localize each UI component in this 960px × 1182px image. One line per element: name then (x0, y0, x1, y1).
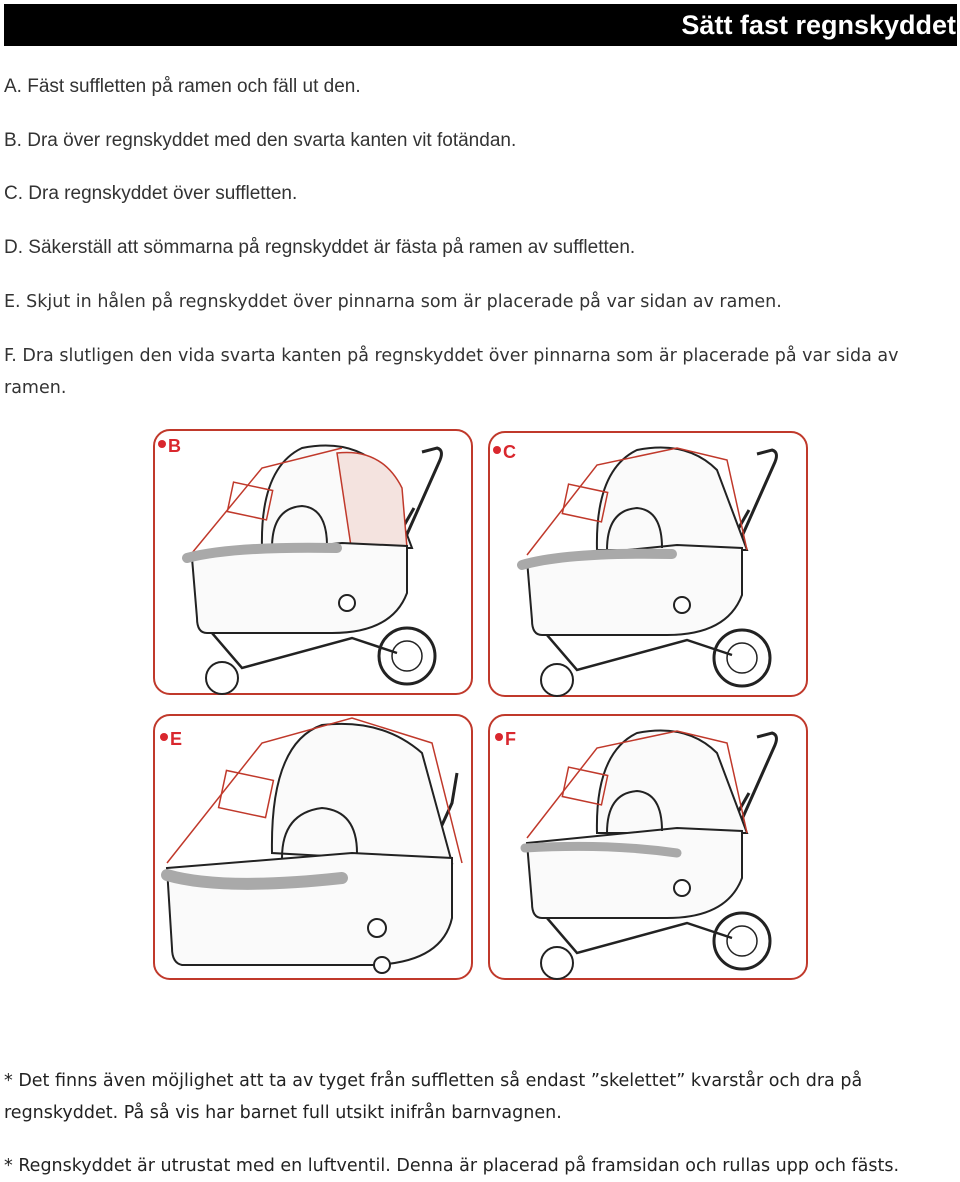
stroller-illustration-f (487, 713, 809, 983)
chassis (212, 633, 397, 668)
rear-wheel (714, 913, 770, 969)
rear-wheel-hub (727, 643, 757, 673)
figure-e (152, 713, 474, 983)
step-d: D. Säkerställ att sömmarna på regnskyddet är fästa på ramen av suffletten. (4, 237, 636, 258)
label-dot (493, 446, 501, 454)
bassinet (167, 853, 452, 965)
rear-wheel (379, 628, 435, 684)
step-b: B. Dra över regnskyddet med den svarta kanten vit fotändan. (4, 130, 517, 151)
figure-c (487, 430, 809, 700)
bassinet (527, 828, 742, 918)
hood (597, 448, 747, 551)
front-wheel (541, 664, 573, 696)
label-dot (495, 733, 503, 741)
note-air-vent: * Regnskyddet är utrustat med en luftventil. Denna är placerad på framsidan och rullas upp och fästs. (4, 1156, 900, 1176)
rear-wheel-hub (727, 926, 757, 956)
label-dot (158, 440, 166, 448)
frame-joint (368, 919, 386, 937)
page-title: Sätt fast regnskyddet (681, 10, 956, 40)
hood (597, 731, 747, 834)
stroller-illustration-e (152, 713, 474, 983)
stroller-illustration-b (152, 428, 474, 698)
step-a: A. Fäst suffletten på ramen och fäll ut den. (4, 76, 361, 97)
stroller-illustration-c (487, 430, 809, 700)
figure-b (152, 428, 474, 698)
vent-window (219, 770, 274, 817)
step-f: F. Dra slutligen den vida svarta kanten på regnskyddet över pinnarna som är placerade på var sida av ramen. (4, 346, 899, 398)
frame-joint (674, 880, 690, 896)
figure-label: F (505, 729, 516, 749)
figure-label: E (170, 729, 183, 749)
figure-f (487, 713, 809, 983)
step-e: E. Skjut in hålen på regnskyddet över pinnarna som är placerade på var sidan av ramen. (4, 292, 782, 312)
front-wheel (206, 662, 238, 694)
figure-label: C (503, 442, 516, 462)
frame-joint (339, 595, 355, 611)
chassis (547, 635, 732, 670)
frame-joint-lower (374, 957, 390, 973)
label-dot (160, 733, 168, 741)
rear-wheel (714, 630, 770, 686)
front-wheel (541, 947, 573, 979)
figure-label: B (168, 436, 181, 456)
hood (272, 724, 452, 863)
chassis (547, 918, 732, 953)
note-skeleton: * Det finns även möjlighet att ta av tyget från suffletten så endast ”skelettet” kvarstår och dra på regnskyddet. På så vis har barnet full utsikt inifrån barnvagnen. (4, 1071, 863, 1123)
frame-joint (674, 597, 690, 613)
step-c: C. Dra regnskyddet över suffletten. (4, 183, 298, 204)
rear-wheel-hub (392, 641, 422, 671)
